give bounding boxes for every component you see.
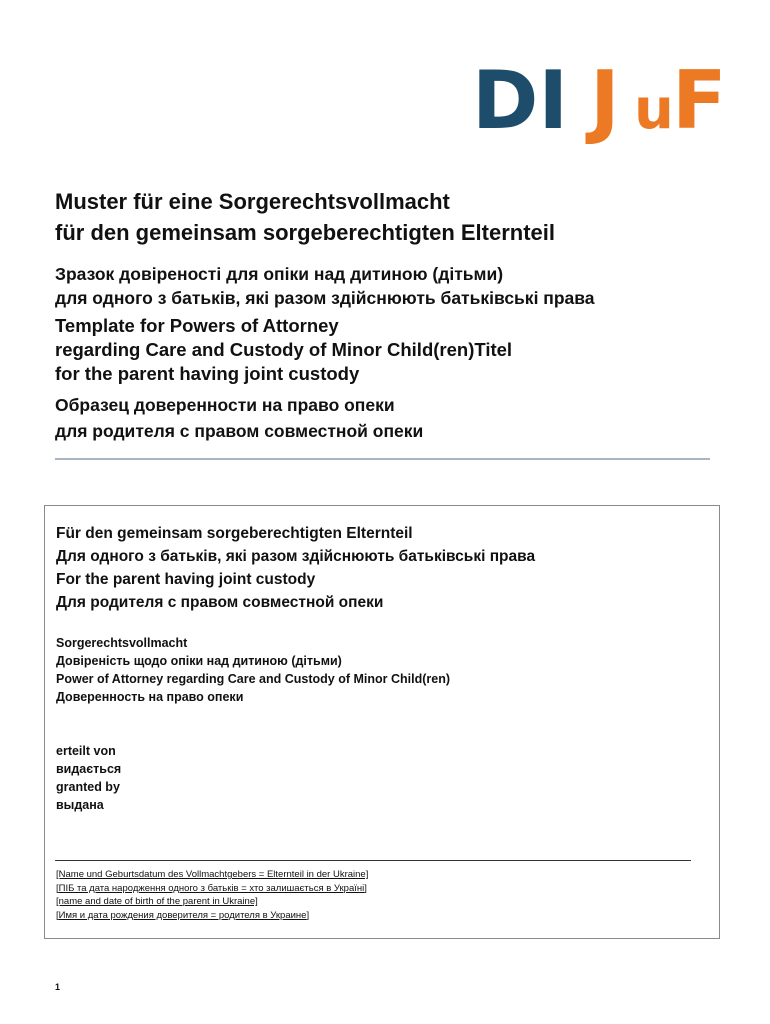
note-en: [name and date of birth of the parent in Ukraine]	[56, 896, 258, 907]
grantor-entry-line[interactable]	[55, 860, 691, 861]
granted-by-en: granted by	[56, 780, 120, 794]
note-de: [Name und Geburtsdatum des Vollmachtgebers = Elternteil in der Ukraine]	[56, 869, 369, 880]
doc-type-de: Sorgerechtsvollmacht	[56, 636, 188, 650]
note-ru: [Имя и дата рождения доверителя = родителя в Украине]	[56, 909, 310, 921]
title-de-line-2: für den gemeinsam sorgeberechtigten Elternteil	[55, 220, 556, 245]
title-ru-line-1: Образец доверенности на право опеки	[55, 395, 395, 415]
title-divider	[55, 458, 710, 460]
logo-letter-f: F	[672, 54, 722, 147]
page-number: 1	[55, 982, 61, 992]
granted-by-uk: видається	[56, 762, 122, 776]
logo-letter-u: u	[634, 77, 674, 142]
box-heading-uk: Для одного з батьків, які разом здійснюють батьківські права	[56, 548, 536, 565]
note-uk: [ПІБ та дата народження одного з батьків = хто залишається в Україні]	[56, 882, 367, 894]
doc-type-ru: Доверенность на право опеки	[56, 690, 244, 704]
title-en-line-1: Template for Powers of Attorney	[55, 315, 339, 336]
box-heading-ru: Для родителя с правом совместной опеки	[56, 594, 384, 611]
title-en-line-3: for the parent having joint custody	[55, 363, 360, 384]
box-heading-en: For the parent having joint custody	[56, 571, 316, 588]
granted-by-ru: выдана	[56, 798, 104, 812]
dijuf-logo	[472, 52, 722, 152]
doc-type-en: Power of Attorney regarding Care and Custody of Minor Child(ren)	[56, 672, 451, 686]
title-de-line-1: Muster für eine Sorgerechtsvollmacht	[55, 189, 450, 214]
box-heading	[56, 522, 706, 614]
title-en-line-2: regarding Care and Custody of Minor Child(ren)Titel	[55, 339, 513, 360]
logo-letters-di: DI	[472, 54, 569, 147]
title-ru-line-2: для родителя с правом совместной опеки	[55, 421, 424, 441]
logo-letters-j: J	[590, 54, 620, 147]
document-title-block	[55, 186, 725, 444]
title-uk-line-1: Зразок довіреності для опіки над дитиною (дітьми)	[55, 264, 504, 284]
power-of-attorney-box	[44, 505, 720, 939]
title-uk-line-2: для одного з батьків, які разом здійснюють батьківські права	[55, 288, 595, 308]
document-type	[56, 634, 706, 706]
grantor-field-notes	[56, 868, 368, 922]
granted-by-de: erteilt von	[56, 744, 116, 758]
box-heading-de: Für den gemeinsam sorgeberechtigten Elternteil	[56, 525, 413, 542]
doc-type-uk: Довіреність щодо опіки над дитиною (дітьми)	[56, 654, 342, 668]
granted-by-label	[56, 742, 706, 814]
